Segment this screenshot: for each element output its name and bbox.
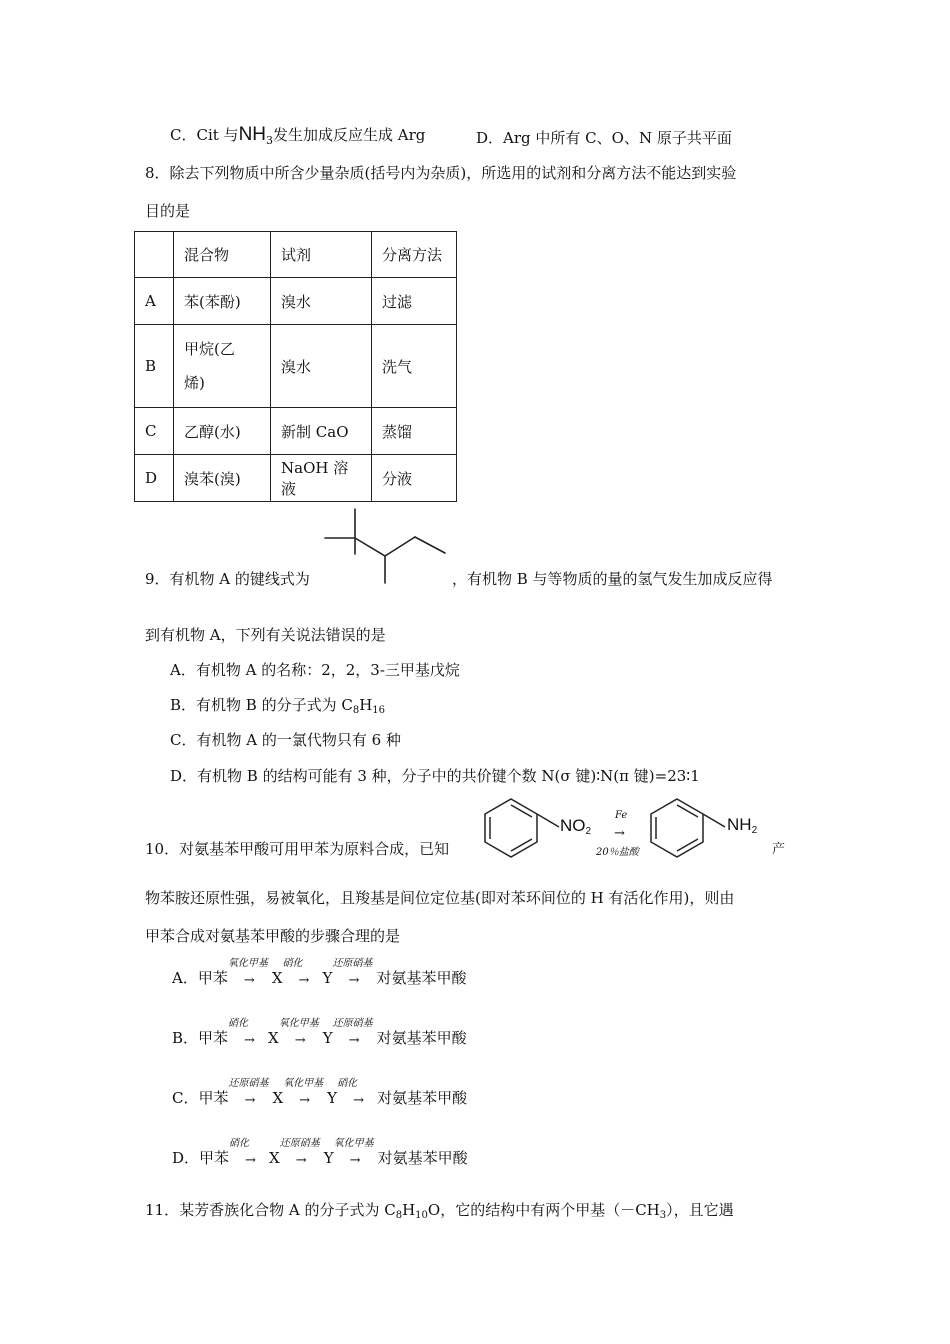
skeletal-formula-a	[320, 507, 450, 585]
nitro-group-label: $NO_2$	[560, 816, 592, 837]
table-header-row	[135, 232, 457, 278]
q9-stem-line2: 到有机物 A，下列有关说法错误的是	[145, 626, 386, 644]
method-cell: 分液	[372, 455, 457, 502]
row-label: B	[135, 325, 174, 408]
method-cell: 蒸馏	[372, 408, 457, 455]
mixture-cell: 苯(苯酚)	[174, 278, 271, 325]
q10-stem-post: 产	[772, 842, 786, 857]
reagent-cell: NaOH 溶液	[271, 455, 372, 502]
q8-stem-line2: 目的是	[145, 202, 191, 220]
q8-table	[134, 231, 457, 502]
header-cell: 试剂	[271, 232, 372, 278]
reagent-cell: 溴水	[271, 325, 372, 408]
q10-option-b: B．甲苯 硝化 → X 氧化甲基 → Y 还原硝基 → 对氨基苯甲酸	[172, 1018, 467, 1048]
table-row	[135, 455, 457, 502]
reagent-cell: 溴水	[271, 278, 372, 325]
q10-option-a: A．甲苯 氧化甲基 → X 硝化 → Y 还原硝基 → 对氨基苯甲酸	[172, 958, 467, 988]
catalyst-fe: Fe	[615, 810, 628, 821]
table-row	[135, 278, 457, 325]
mixture-cell: 甲烷(乙 烯)	[174, 325, 271, 408]
row-label: D	[135, 455, 174, 502]
table-row	[135, 408, 457, 455]
condition-hcl: 20％盐酸	[596, 847, 639, 858]
reagent-cell: 新制 CaO	[271, 408, 372, 455]
row-label: A	[135, 278, 174, 325]
q9-stem-post: ，有机物 B 与等物质的量的氢气发生加成反应得	[452, 570, 773, 588]
method-cell: 洗气	[372, 325, 457, 408]
q10-option-c: C．甲苯 还原硝基 → X 氧化甲基 → Y 硝化 → 对氨基苯甲酸	[172, 1078, 468, 1108]
q9-option-a: A．有机物 A 的名称：2，2，3-三甲基戊烷	[170, 661, 460, 679]
table-row	[135, 325, 457, 408]
q9-option-b: B．有机物 B 的分子式为 $C_8H_{16}$	[170, 696, 386, 716]
q7-option-d: D．Arg 中所有 C、O、N 原子共平面	[476, 129, 732, 147]
q9-option-d: D．有机物 B 的结构可能有 3 种，分子中的共价键个数 N(σ 键)∶N(π 键)=23∶1	[170, 767, 700, 785]
q9-option-c: C．有机物 A 的一氯代物只有 6 种	[170, 731, 401, 749]
q7-option-c: C．Cit 与$NH_3$发生加成反应生成 Arg	[170, 124, 426, 147]
q8-stem-line1: 8．除去下列物质中所含少量杂质(括号内为杂质)，所选用的试剂和分离方法不能达到实验	[145, 164, 737, 182]
q9-stem-pre: 9．有机物 A 的键线式为	[145, 570, 310, 588]
q11-stem: 11．某芳香族化合物 A 的分子式为 $C_8H_{10}O$，它的结构中有两个甲基$(-CH_3)$，且它遇	[145, 1201, 734, 1221]
q10-option-d: D．甲苯 硝化 → X 还原硝基 → Y 氧化甲基 → 对氨基苯甲酸	[172, 1138, 468, 1168]
header-cell	[135, 232, 174, 278]
mixture-cell: 乙醇(水)	[174, 408, 271, 455]
mixture-cell: 溴苯(溴)	[174, 455, 271, 502]
header-cell: 分离方法	[372, 232, 457, 278]
method-cell: 过滤	[372, 278, 457, 325]
q10-stem-line3: 甲苯合成对氨基苯甲酸的步骤合理的是	[145, 927, 401, 945]
reaction-arrow: →	[614, 826, 625, 841]
row-label: C	[135, 408, 174, 455]
q10-stem-line2: 物苯胺还原性强，易被氧化，且羧基是间位定位基(即对苯环间位的 H 有活化作用)，则由	[145, 889, 735, 907]
amino-group-label: $NH_2$	[727, 815, 758, 836]
header-cell: 混合物	[174, 232, 271, 278]
q10-stem-pre: 10．对氨基苯甲酸可用甲苯为原料合成，已知	[145, 840, 450, 858]
aniline-structure	[648, 795, 788, 857]
